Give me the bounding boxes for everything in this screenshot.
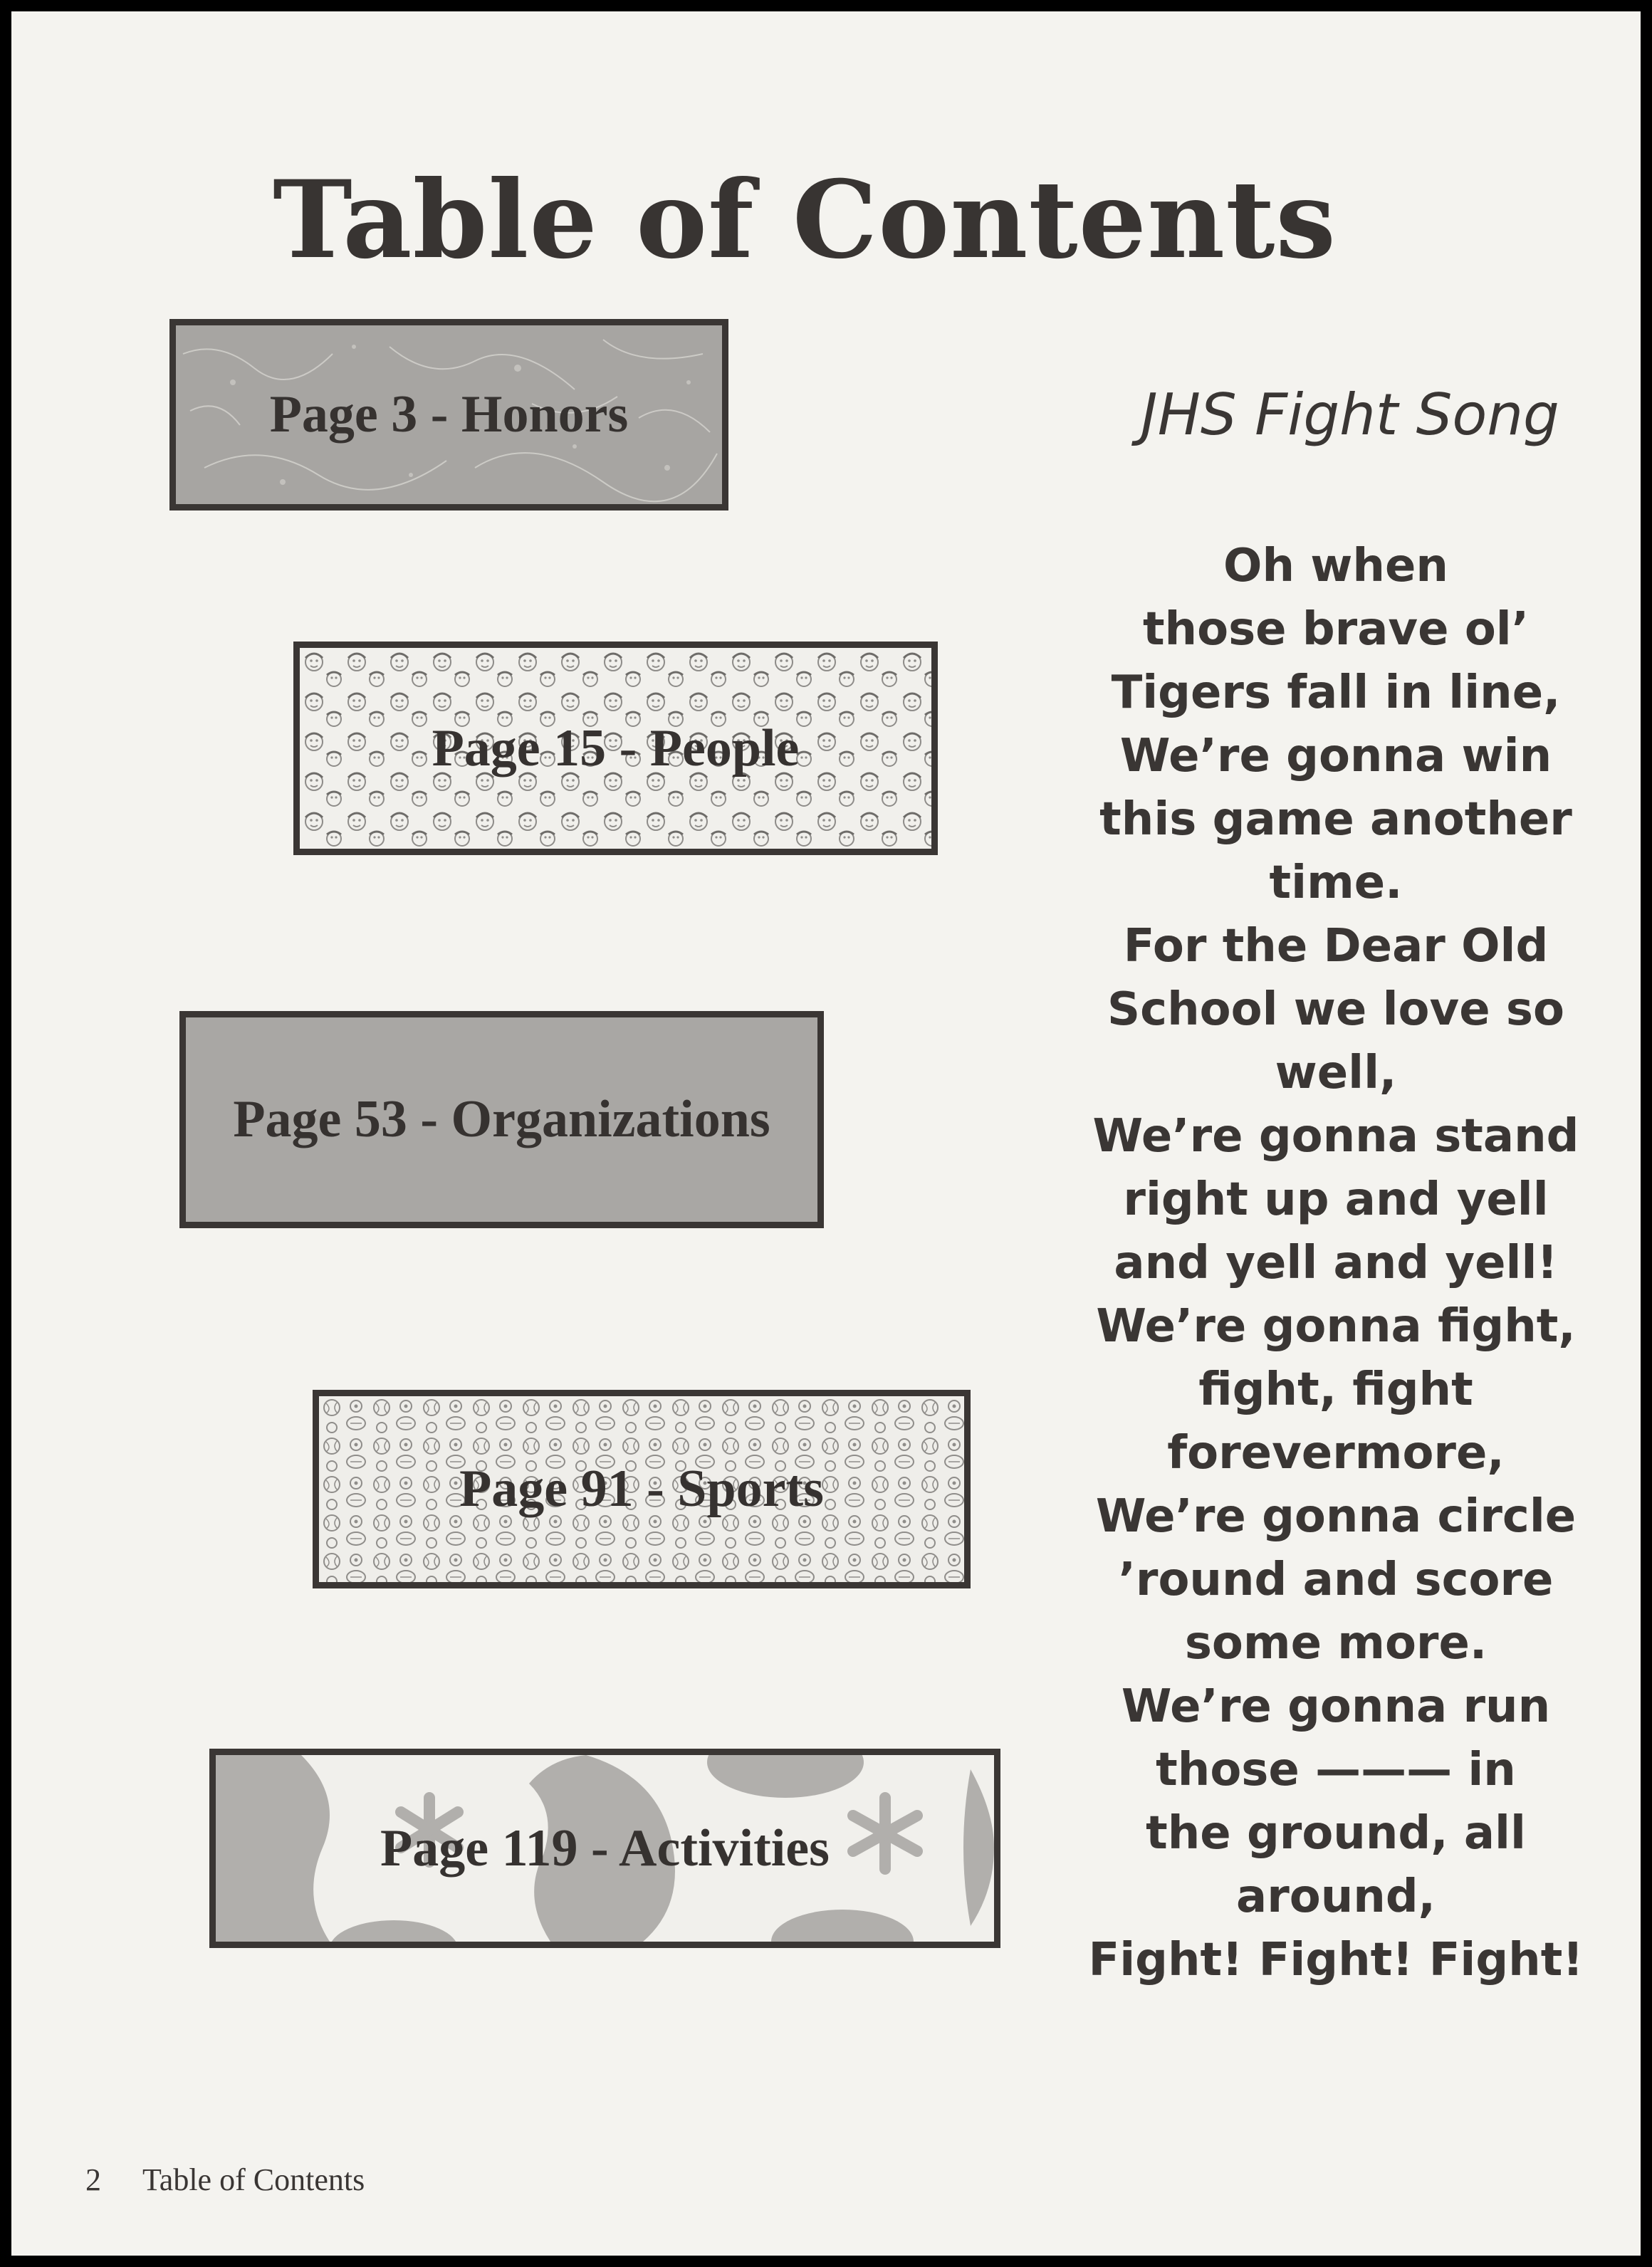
page-footer <box>85 2162 365 2198</box>
toc-label-organizations: Page 53 - Organizations <box>233 1090 770 1148</box>
lyric-line: around, <box>1236 1870 1436 1923</box>
lyric-line: Fight! Fight! Fight! <box>1088 1934 1584 1986</box>
lyric-line: right up and yell <box>1123 1173 1549 1226</box>
lyric-line: those brave ol’ <box>1142 603 1530 656</box>
lyric-line: We’re gonna win <box>1119 730 1552 782</box>
fight-song-title: JHS Fight Song <box>1141 382 1559 448</box>
lyric-line: ’round and score <box>1118 1554 1554 1606</box>
toc-label-people: Page 15 - People <box>432 718 800 778</box>
lyric-line: the ground, all <box>1146 1807 1526 1860</box>
toc-entry-honors[interactable] <box>169 319 728 511</box>
lyric-line: some more. <box>1184 1617 1488 1670</box>
page-title: Table of Contents <box>273 157 1337 283</box>
lyric-line: and yell and yell! <box>1114 1237 1558 1289</box>
lyric-line: School we love so <box>1107 983 1564 1036</box>
lyric-line: We’re gonna circle <box>1095 1490 1577 1543</box>
footer-section-name: Table of Contents <box>142 2162 365 2197</box>
toc-label-activities: Page 119 - Activities <box>380 1818 830 1878</box>
lyric-line: those ——— in <box>1156 1744 1516 1796</box>
toc-label-sports: Page 91 - Sports <box>459 1460 824 1518</box>
lyric-line: We’re gonna stand <box>1092 1110 1579 1163</box>
toc-entry-organizations[interactable] <box>179 1011 824 1228</box>
lyric-line: fight, fight <box>1198 1363 1473 1416</box>
lyric-line: We’re gonna run <box>1121 1680 1551 1733</box>
lyric-line: Tigers fall in line, <box>1111 666 1561 719</box>
page-number: 2 <box>85 2162 101 2197</box>
yearbook-page <box>11 11 1641 2256</box>
toc-label-honors: Page 3 - Honors <box>269 385 629 444</box>
lyric-line: Oh when <box>1223 540 1448 592</box>
toc-entry-sports[interactable] <box>313 1390 971 1588</box>
lyric-line: time. <box>1269 857 1403 909</box>
lyric-line: We’re gonna fight, <box>1096 1300 1576 1353</box>
lyric-line: forevermore, <box>1167 1427 1505 1480</box>
lyric-line: this game another <box>1099 793 1572 846</box>
lyric-line: well, <box>1275 1047 1397 1099</box>
lyric-line: For the Dear Old <box>1123 920 1549 973</box>
toc-entry-activities[interactable] <box>209 1749 1000 1948</box>
toc-entry-people[interactable] <box>293 642 938 855</box>
fight-song-lyrics <box>1058 535 1614 1992</box>
